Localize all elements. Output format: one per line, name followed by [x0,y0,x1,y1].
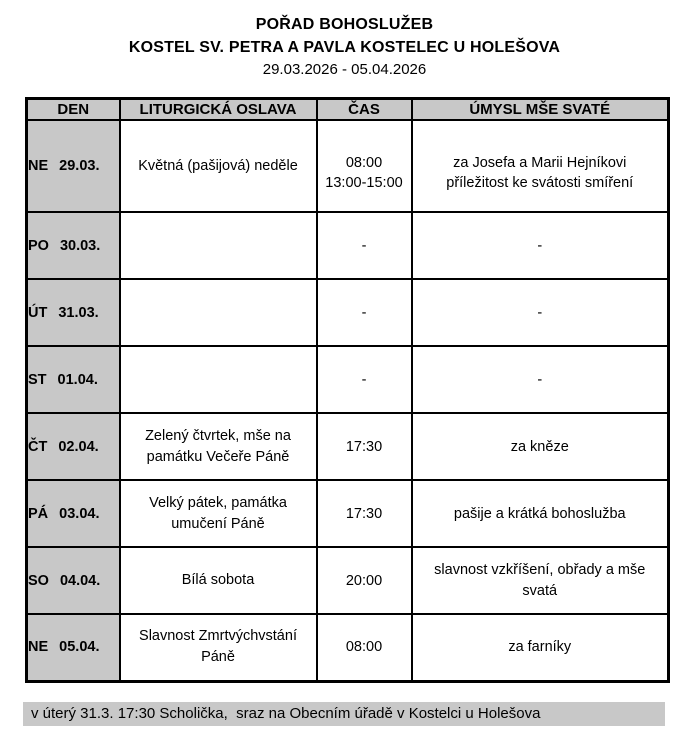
time-cell [317,120,412,212]
day-cell [27,346,120,413]
table-row [27,547,669,614]
time-stack [318,236,411,256]
intention-cell [412,547,669,614]
day-abbr: ČT [28,438,48,455]
table-row [27,413,669,480]
celebration-text: Slavnost Zmrtvýchvstání Páně [139,628,297,666]
day-date: 31.03. [58,304,99,321]
column-header-liturgicka-oslava: LITURGICKÁ OSLAVA [120,98,317,120]
celebration-cell [120,346,317,413]
intention-stack [413,504,668,524]
time-cell [317,212,412,279]
intention-entry: pašije a krátká bohoslužba [453,505,626,522]
time-cell [317,614,412,681]
intention-cell [412,120,669,212]
intention-stack [413,370,668,390]
time-entry: 08:00 [345,639,383,656]
day-date: 05.04. [59,639,100,656]
time-cell [317,346,412,413]
intention-cell [412,614,669,681]
time-entry: 08:00 [345,154,383,171]
table-row [27,120,669,212]
day-date: 01.04. [57,371,98,388]
celebration-text: Zelený čtvrtek, mše na památku Večeře Páně [145,427,291,465]
intention-cell [412,480,669,547]
intention-stack [413,236,668,256]
time-stack [318,571,411,591]
day-cell [27,614,120,681]
celebration-text: Květná (pašijová) neděle [138,157,298,174]
time-stack [318,437,411,457]
time-stack [318,370,411,390]
intention-entry: za farníky [508,639,572,656]
intention-stack [413,560,668,601]
celebration-cell [120,614,317,681]
celebration-cell [120,212,317,279]
day-cell [27,547,120,614]
date-range: 29.03.2026 - 05.04.2026 [262,61,427,79]
intention-stack [413,131,668,202]
time-entry: 13:00-15:00 [325,175,403,192]
time-cell [317,413,412,480]
document-header [0,0,689,81]
table-row [27,614,669,681]
celebration-cell [120,279,317,346]
time-entry: 17:30 [345,505,383,522]
intention-entry: za Josefa a Marii Hejníkovi [453,154,627,171]
column-header-umysl-mse-svate: ÚMYSL MŠE SVATÉ [412,98,669,120]
table-header [27,98,669,120]
day-date: 29.03. [59,158,100,175]
day-cell [27,120,120,212]
table-body [27,120,669,681]
time-stack [318,131,411,202]
celebration-text: Bílá sobota [181,572,255,589]
intention-cell [412,279,669,346]
day-abbr: NE [28,639,49,656]
day-cell [27,212,120,279]
column-header-cas: ČAS [317,98,412,120]
intention-entry: - [537,371,543,388]
celebration-cell [120,547,317,614]
day-cell [27,413,120,480]
day-date: 30.03. [59,237,101,254]
intention-entry: za kněze [510,438,569,455]
footer-note: v úterý 31.3. 17:30 Scholička, sraz na Obecním úřadě v Kostelci u Holešova [23,702,665,726]
day-date: 03.04. [59,505,100,522]
table-row [27,279,669,346]
celebration-cell [120,480,317,547]
day-date: 04.04. [59,572,101,589]
intention-cell [412,346,669,413]
time-entry: 17:30 [345,438,383,455]
time-entry: - [361,304,367,321]
page-title: POŘAD BOHOSLUŽEB [255,16,434,33]
day-abbr: PO [28,237,49,254]
time-entry: 20:00 [345,572,383,589]
time-cell [317,279,412,346]
celebration-cell [120,413,317,480]
header-row [27,98,669,120]
time-entry: - [361,371,367,388]
day-date: 02.04. [58,438,99,455]
time-stack [318,303,411,323]
time-cell [317,480,412,547]
time-stack [318,637,411,657]
intention-stack [413,437,668,457]
celebration-text: Velký pátek, památka umučení Páně [149,494,287,532]
schedule-table [25,97,670,683]
page-subtitle: KOSTEL SV. PETRA A PAVLA KOSTELEC U HOLEŠOVA [128,38,561,56]
day-abbr: ST [28,371,47,388]
table-row [27,480,669,547]
day-cell [27,480,120,547]
day-abbr: SO [28,572,49,589]
day-abbr: PÁ [28,505,49,522]
day-abbr: NE [28,158,49,175]
intention-entry: slavnost vzkříšení, obřady a mše svatá [434,562,646,599]
time-stack [318,504,411,524]
intention-stack [413,303,668,323]
time-entry: - [361,237,367,254]
time-cell [317,547,412,614]
intention-entry: - [537,237,543,254]
intention-stack [413,637,668,657]
intention-entry: příležitost ke svátosti smíření [446,175,634,192]
table-row [27,212,669,279]
day-cell [27,279,120,346]
celebration-cell [120,120,317,212]
intention-cell [412,212,669,279]
column-header-den: DEN [27,98,120,120]
intention-cell [412,413,669,480]
table-row [27,346,669,413]
intention-entry: - [537,304,543,321]
day-abbr: ÚT [28,304,48,321]
